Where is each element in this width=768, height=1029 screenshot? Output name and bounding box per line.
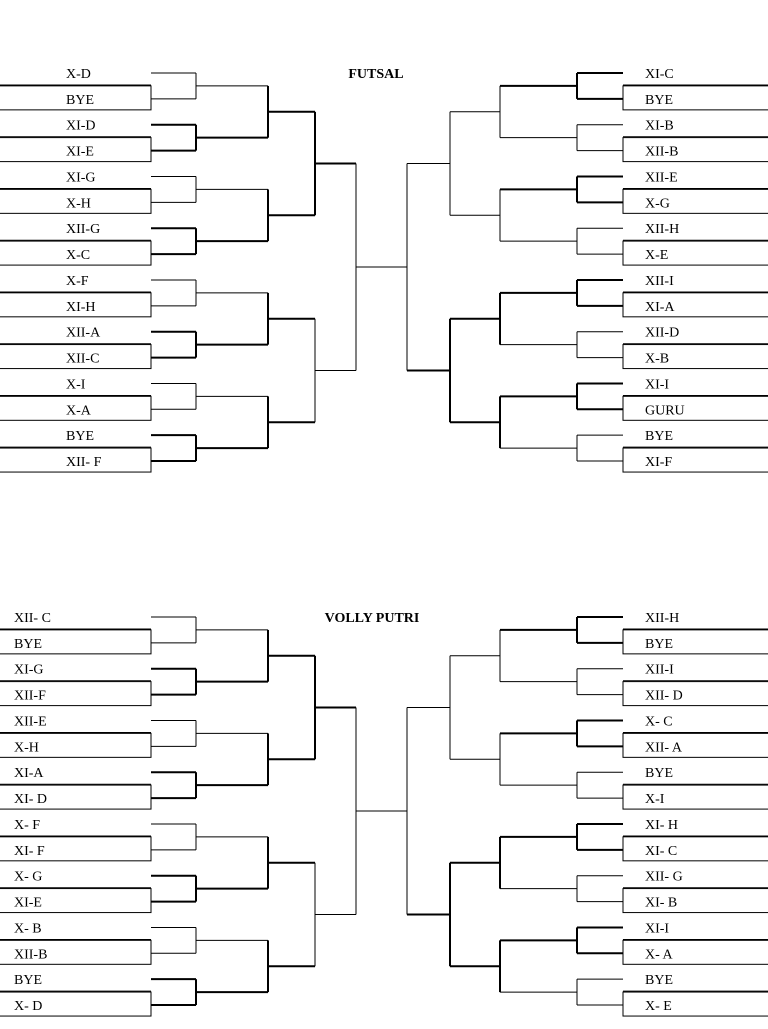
team-name: XII-I — [645, 662, 674, 678]
team-name: XII-E — [645, 170, 678, 186]
team-name: BYE — [645, 636, 673, 652]
team-name: XI- H — [645, 817, 679, 833]
team-name: BYE — [14, 636, 42, 652]
team-name: XII-E — [14, 714, 47, 730]
team-name: XI-A — [645, 299, 675, 315]
team-name: XI-H — [66, 299, 96, 315]
team-name: XI-E — [66, 144, 94, 160]
team-name: XI-B — [645, 118, 674, 134]
team-name: XII-G — [66, 222, 101, 238]
right-side — [356, 611, 768, 1016]
team-name: XII-I — [645, 273, 674, 289]
team-name: XII-H — [645, 611, 680, 626]
team-name: XII- A — [645, 740, 682, 756]
team-name: XII- C — [14, 611, 51, 626]
left-side — [0, 67, 407, 472]
team-name: X- E — [645, 999, 672, 1015]
bracket-title: FUTSAL — [348, 67, 404, 82]
team-name: GURU — [645, 403, 685, 419]
team-name: XI- D — [14, 792, 48, 808]
team-name: X-I — [645, 792, 665, 808]
team-name: XII- G — [645, 869, 683, 885]
team-name: X- C — [645, 714, 673, 730]
team-name: XI- B — [645, 895, 678, 911]
left-side — [0, 611, 407, 1016]
team-name: XII-F — [14, 688, 46, 704]
team-name: BYE — [14, 973, 42, 989]
team-name: BYE — [645, 766, 673, 782]
team-name: X-H — [66, 196, 91, 212]
team-name: X-B — [645, 351, 670, 367]
team-name: XII-B — [14, 947, 48, 963]
team-name: X-G — [645, 196, 670, 212]
team-name: XI-E — [14, 895, 42, 911]
team-name: X- F — [14, 817, 41, 833]
team-name: XI- C — [645, 843, 678, 859]
team-name: X- G — [14, 869, 43, 885]
team-name: XII-A — [66, 325, 101, 341]
team-name: XII-D — [645, 325, 680, 341]
team-name: XI- F — [14, 843, 45, 859]
team-name: XI-D — [66, 118, 96, 134]
team-name: XI-C — [645, 67, 674, 82]
team-name: XII-B — [645, 144, 679, 160]
team-name: X- A — [645, 947, 673, 963]
team-name: X-E — [645, 248, 669, 264]
team-name: XII-H — [645, 222, 680, 238]
team-name: XII- D — [645, 688, 683, 704]
bracket-futsal — [0, 67, 768, 472]
team-name: X-A — [66, 403, 91, 419]
team-name: X-C — [66, 248, 91, 264]
team-name: X- B — [14, 921, 42, 937]
team-name: BYE — [66, 92, 94, 108]
team-name: BYE — [645, 429, 673, 445]
bracket-volly-putri — [0, 611, 768, 1016]
team-name: BYE — [645, 92, 673, 108]
team-name: XII- F — [66, 455, 102, 471]
team-name: XI-G — [66, 170, 96, 186]
team-name: XI-G — [14, 662, 44, 678]
team-name: XI-F — [645, 455, 673, 471]
team-name: X-D — [66, 67, 91, 82]
team-name: X-H — [14, 740, 39, 756]
right-side — [356, 67, 768, 472]
team-name: BYE — [66, 429, 94, 445]
team-name: X- D — [14, 999, 43, 1015]
team-name: XI-I — [645, 377, 670, 393]
team-name: BYE — [645, 973, 673, 989]
team-name: XII-C — [66, 351, 100, 367]
team-name: X-F — [66, 273, 89, 289]
team-name: X-I — [66, 377, 86, 393]
team-name: XI-A — [14, 766, 44, 782]
bracket-title: VOLLY PUTRI — [324, 611, 420, 626]
team-name: XI-I — [645, 921, 670, 937]
